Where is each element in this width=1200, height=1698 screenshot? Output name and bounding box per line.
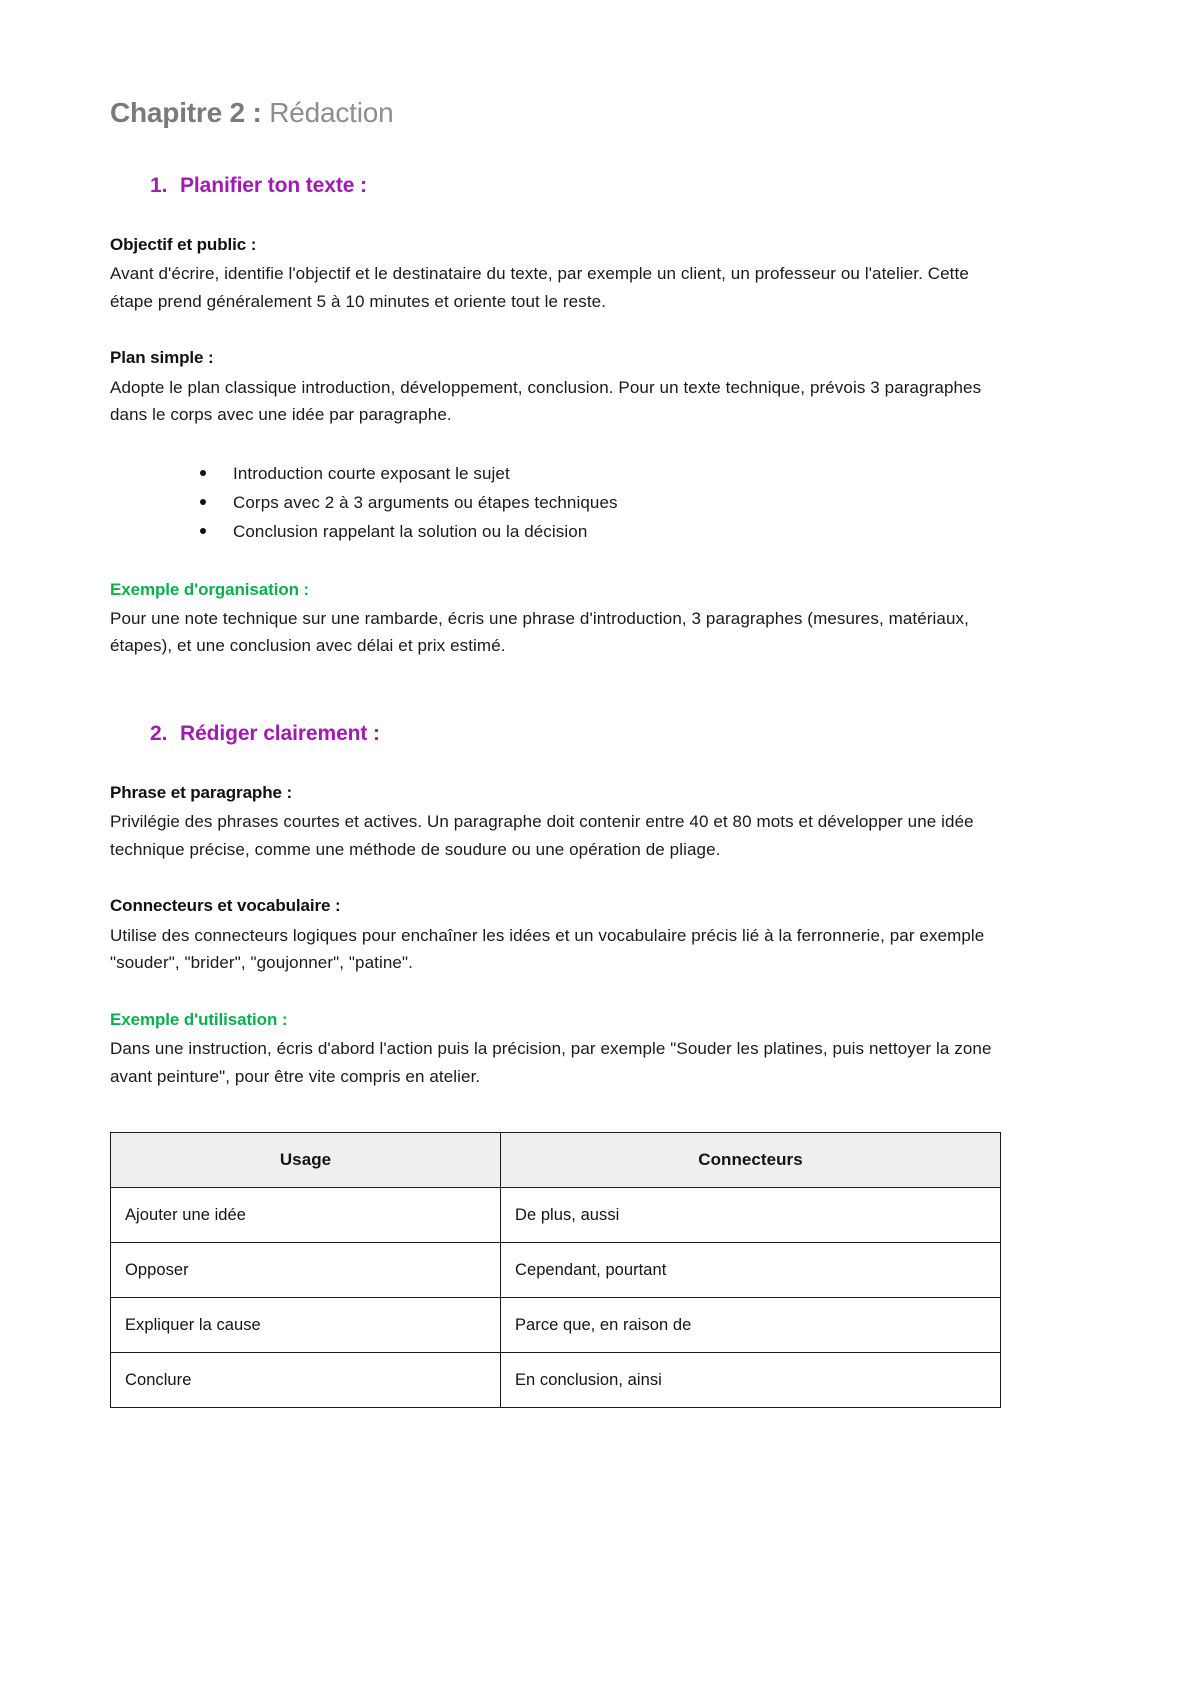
block-body: Utilise des connecteurs logiques pour enchaîner les idées et un vocabulaire précis lié à la ferronnerie, par exemple "souder", "brider", "goujonner", "patine". bbox=[110, 925, 985, 973]
content-block bbox=[110, 232, 1000, 315]
table-header-row bbox=[111, 1133, 1001, 1188]
list-item-label: Introduction courte exposant le sujet bbox=[233, 463, 510, 483]
list-item-label: Conclusion rappelant la solution ou la décision bbox=[233, 522, 588, 542]
block-label: Connecteurs et vocabulaire : bbox=[110, 896, 341, 916]
section-title-1: Planifier ton texte : bbox=[180, 174, 367, 197]
example-body: Dans une instruction, écris d'abord l'action puis la précision, par exemple "Souder les platines, puis nettoyer la zone avant peinture", pour être vite compris en atelier. bbox=[110, 1039, 992, 1086]
content-block bbox=[110, 780, 1000, 863]
document-content bbox=[110, 95, 1000, 1408]
chapter-title-bold: Chapitre 2 : bbox=[110, 97, 262, 128]
table-row bbox=[111, 1298, 1001, 1353]
chapter-title-light: Rédaction bbox=[269, 97, 394, 128]
content-block bbox=[110, 345, 1000, 428]
example-label: Exemple d'utilisation : bbox=[110, 1009, 288, 1029]
bullet-dot-icon bbox=[200, 470, 206, 476]
content-block bbox=[110, 893, 1000, 976]
section-number-2: 2. bbox=[150, 721, 168, 745]
table-row bbox=[111, 1353, 1001, 1408]
bullet-dot-icon bbox=[200, 499, 206, 505]
list-item bbox=[200, 517, 1000, 546]
block-label: Objectif et public : bbox=[110, 235, 257, 254]
table-cell-usage: Expliquer la cause bbox=[111, 1298, 501, 1353]
table-cell-usage: Ajouter une idée bbox=[111, 1188, 501, 1243]
section-spacer bbox=[110, 690, 1000, 722]
page-title bbox=[110, 95, 1000, 130]
example-block bbox=[110, 577, 1000, 660]
table-cell-usage: Conclure bbox=[111, 1353, 501, 1408]
list-item bbox=[200, 488, 1000, 517]
table-row bbox=[111, 1243, 1001, 1298]
list-item bbox=[200, 459, 1000, 488]
connectors-table bbox=[110, 1132, 1001, 1408]
block-body: Avant d'écrire, identifie l'objectif et le destinataire du texte, par exemple un client, un professeur ou l'atelier. Cette étape prend généralement 5 à 10 minutes et oriente tout le reste. bbox=[110, 264, 969, 311]
table-cell-connecteurs: De plus, aussi bbox=[501, 1188, 1001, 1243]
block-body: Privilégie des phrases courtes et actives. Un paragraphe doit contenir entre 40 et 80 mots et développer une idée technique précise, comme une méthode de soudure ou une opération de pliage. bbox=[110, 812, 974, 859]
table-header-usage: Usage bbox=[111, 1133, 501, 1188]
block-body: Adopte le plan classique introduction, développement, conclusion. Pour un texte technique, prévois 3 paragraphes dans le corps avec une idée par paragraphe. bbox=[110, 377, 982, 425]
table-cell-connecteurs: En conclusion, ainsi bbox=[501, 1353, 1001, 1408]
table-header-connecteurs: Connecteurs bbox=[501, 1133, 1001, 1188]
section-heading-1 bbox=[110, 174, 1000, 198]
list-item-label: Corps avec 2 à 3 arguments ou étapes techniques bbox=[233, 493, 618, 513]
table-cell-usage: Opposer bbox=[111, 1243, 501, 1298]
bullet-list bbox=[110, 459, 1000, 547]
section-number-1: 1. bbox=[150, 174, 168, 197]
table-cell-connecteurs: Cependant, pourtant bbox=[501, 1243, 1001, 1298]
example-block bbox=[110, 1007, 1000, 1090]
example-label: Exemple d'organisation : bbox=[110, 579, 310, 599]
section-title-2: Rédiger clairement : bbox=[180, 721, 380, 745]
example-body: Pour une note technique sur une rambarde, écris une phrase d'introduction, 3 paragraphes (mesures, matériaux, étapes), et une conclusion avec délai et prix estimé. bbox=[110, 608, 969, 656]
bullet-dot-icon bbox=[200, 528, 206, 534]
block-label: Plan simple : bbox=[110, 348, 214, 368]
block-label: Phrase et paragraphe : bbox=[110, 782, 293, 802]
table-row bbox=[111, 1188, 1001, 1243]
table-cell-connecteurs: Parce que, en raison de bbox=[501, 1298, 1001, 1353]
section-heading-2 bbox=[110, 722, 1000, 746]
